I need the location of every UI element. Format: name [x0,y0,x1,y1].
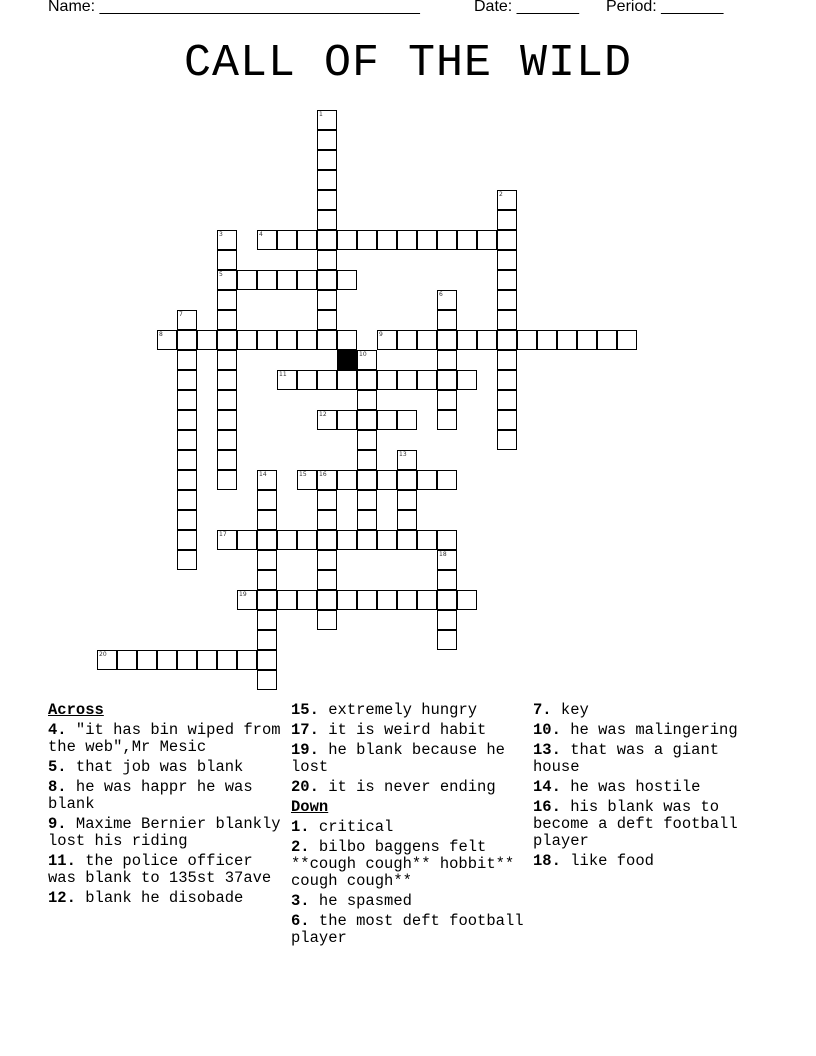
grid-cell[interactable] [197,650,217,670]
grid-cell[interactable] [297,370,317,390]
grid-cell[interactable] [437,570,457,590]
grid-cell[interactable] [377,590,397,610]
grid-cell[interactable] [317,510,337,530]
grid-cell[interactable] [437,350,457,370]
grid-cell[interactable] [177,350,197,370]
grid-cell[interactable] [397,330,417,350]
grid-cell[interactable] [177,490,197,510]
grid-cell[interactable] [397,590,417,610]
grid-cell[interactable] [597,330,617,350]
grid-cell[interactable] [357,370,377,390]
clue-number: 15 [299,471,307,478]
grid-cell[interactable] [217,250,237,270]
grid-cell[interactable] [317,550,337,570]
grid-cell[interactable] [437,390,457,410]
clue-number: 9 [379,331,383,338]
grid-cell[interactable] [317,610,337,630]
grid-cell[interactable] [497,290,517,310]
grid-cell[interactable] [217,350,237,370]
grid-cell[interactable] [497,430,517,450]
grid-cell[interactable] [297,230,317,250]
grid-cell[interactable] [477,330,497,350]
clue-across-8: 8. he was happr he was blank [48,778,253,813]
grid-cell[interactable] [257,490,277,510]
clue-number: 12 [319,411,327,418]
clue-number: 5 [219,271,223,278]
grid-cell[interactable] [317,270,337,290]
grid-cell[interactable] [437,590,457,610]
clue-number: 7 [179,311,183,318]
name-field[interactable]: Name: ____________________________________ [48,0,420,15]
across-heading: Across [48,701,104,719]
grid-cell[interactable] [157,650,177,670]
grid-cell[interactable] [257,590,277,610]
grid-cell[interactable] [257,570,277,590]
grid-cell[interactable] [417,370,437,390]
clue-down-13: 13. that was a giant house [533,741,720,776]
grid-cell[interactable] [297,270,317,290]
grid-cell[interactable] [317,370,337,390]
clue-across-9: 9. Maxime Bernier blankly lost his riding [48,815,281,850]
grid-cell[interactable] [457,230,477,250]
grid-cell[interactable] [437,310,457,330]
grid-cell[interactable] [277,270,297,290]
grid-cell[interactable] [337,470,357,490]
grid-cell[interactable] [437,470,457,490]
grid-cell[interactable] [237,270,257,290]
grid-cell[interactable] [257,630,277,650]
grid-cell[interactable] [217,310,237,330]
period-field[interactable]: Period: _______ [606,0,724,15]
grid-cell[interactable] [317,250,337,270]
clue-across-20: 20. it is never ending [291,778,496,796]
grid-cell[interactable] [217,370,237,390]
grid-cell[interactable] [217,470,237,490]
clue-number: 17 [219,531,227,538]
grid-cell[interactable] [257,670,277,690]
clue-number: 19 [239,591,247,598]
grid-cell[interactable] [397,410,417,430]
grid-cell[interactable] [317,590,337,610]
grid-cell[interactable] [237,530,257,550]
grid-cell[interactable] [277,590,297,610]
grid-cell[interactable] [497,390,517,410]
grid-cell[interactable] [317,310,337,330]
grid-cell[interactable] [417,230,437,250]
clue-number: 4 [259,231,263,238]
grid-cell[interactable] [337,410,357,430]
grid-cell[interactable] [337,590,357,610]
grid-cell[interactable] [497,350,517,370]
grid-cell[interactable] [397,370,417,390]
clue-across-12: 12. blank he disobade [48,889,244,907]
grid-cell[interactable] [437,330,457,350]
grid-cell[interactable] [497,370,517,390]
grid-cell[interactable] [617,330,637,350]
grid-cell[interactable] [437,370,457,390]
grid-cell[interactable] [137,650,157,670]
clue-number: 2 [499,191,503,198]
grid-cell[interactable] [297,590,317,610]
clue-number: 6 [439,291,443,298]
grid-cell[interactable] [357,590,377,610]
grid-cell[interactable] [437,410,457,430]
grid-cell[interactable] [397,530,417,550]
clue-down-2: 2. bilbo baggens felt **cough cough** hobbit** cough cough** [291,838,515,890]
clue-across-19: 19. he blank because he lost [291,741,505,776]
clue-number: 1 [319,111,323,118]
grid-cell[interactable] [477,230,497,250]
grid-cell[interactable] [317,490,337,510]
grid-cell[interactable] [497,330,517,350]
grid-cell[interactable] [337,370,357,390]
clues-column-2 [291,702,527,950]
clue-down-1: 1. critical [291,818,394,836]
grid-cell[interactable] [457,590,477,610]
grid-cell[interactable] [377,410,397,430]
grid-cell[interactable] [337,530,357,550]
clue-number: 10 [359,351,367,358]
grid-cell[interactable] [257,330,277,350]
grid-cell[interactable] [357,490,377,510]
grid-cell[interactable] [177,430,197,450]
grid-cell[interactable] [177,550,197,570]
grid-cell[interactable] [357,390,377,410]
clue-number: 18 [439,551,447,558]
grid-cell[interactable] [257,650,277,670]
grid-cell[interactable] [177,450,197,470]
grid-cell[interactable] [417,330,437,350]
down-heading: Down [291,798,329,816]
clue-down-6: 6. the most deft football player [291,912,524,947]
grid-cell[interactable] [577,330,597,350]
grid-cell[interactable] [357,530,377,550]
grid-cell[interactable] [177,390,197,410]
grid-cell[interactable] [357,410,377,430]
grid-cell[interactable] [357,470,377,490]
grid-cell[interactable] [317,210,337,230]
grid-cell[interactable] [317,330,337,350]
clue-number: 20 [99,651,107,658]
grid-cell[interactable] [457,330,477,350]
grid-cell[interactable] [397,470,417,490]
grid-cell[interactable] [237,330,257,350]
clue-number: 14 [259,471,267,478]
grid-cell[interactable] [497,210,517,230]
clue-down-18: 18. like food [533,852,654,870]
grid-cell[interactable] [177,410,197,430]
grid-cell[interactable] [277,330,297,350]
grid-cell[interactable] [497,230,517,250]
grid-cell[interactable] [177,370,197,390]
clues-column-3 [533,702,773,873]
grid-cell[interactable] [177,470,197,490]
grid-cell[interactable] [357,430,377,450]
grid-cell[interactable] [317,290,337,310]
clue-down-16: 16. his blank was to become a deft football player [533,798,738,850]
grid-cell[interactable] [257,550,277,570]
clue-across-11: 11. the police officer was blank to 135st 37ave [48,852,272,887]
grid-cell[interactable] [417,530,437,550]
grid-cell[interactable] [397,230,417,250]
grid-cell[interactable] [177,530,197,550]
grid-cell[interactable] [217,330,237,350]
grid-cell[interactable] [317,130,337,150]
grid-cell[interactable] [117,650,137,670]
grid-cell[interactable] [437,530,457,550]
grid-cell[interactable] [177,330,197,350]
grid-cell[interactable] [317,570,337,590]
grid-cell[interactable] [217,450,237,470]
grid-cell[interactable] [337,230,357,250]
grid-cell[interactable] [177,650,197,670]
grid-cell[interactable] [277,230,297,250]
clue-across-4: 4. "it has bin wiped from the web",Mr Mesic [48,721,281,756]
grid-cell[interactable] [257,530,277,550]
black-cell [337,350,357,370]
clue-number: 16 [319,471,327,478]
clue-across-5: 5. that job was blank [48,758,244,776]
clue-down-3: 3. he spasmed [291,892,412,910]
grid-cell[interactable] [317,190,337,210]
grid-cell[interactable] [497,410,517,430]
grid-cell[interactable] [277,530,297,550]
grid-cell[interactable] [377,230,397,250]
grid-cell[interactable] [177,510,197,530]
grid-cell[interactable] [557,330,577,350]
grid-cell[interactable] [337,270,357,290]
clue-down-14: 14. he was hostile [533,778,701,796]
grid-cell[interactable] [317,170,337,190]
clue-number: 11 [279,371,287,378]
grid-cell[interactable] [437,230,457,250]
grid-cell[interactable] [417,470,437,490]
grid-cell[interactable] [237,650,257,670]
clues-column-1 [48,702,284,910]
grid-cell[interactable] [357,230,377,250]
grid-cell[interactable] [317,230,337,250]
grid-cell[interactable] [377,370,397,390]
grid-cell[interactable] [297,330,317,350]
date-field[interactable]: Date: _______ [474,0,579,15]
clue-number: 13 [399,451,407,458]
grid-cell[interactable] [217,430,237,450]
grid-cell[interactable] [217,410,237,430]
grid-cell[interactable] [297,530,317,550]
grid-cell[interactable] [257,610,277,630]
grid-cell[interactable] [397,490,417,510]
grid-cell[interactable] [217,290,237,310]
grid-cell[interactable] [317,150,337,170]
grid-cell[interactable] [497,310,517,330]
grid-cell[interactable] [437,630,457,650]
grid-cell[interactable] [357,510,377,530]
clue-down-7: 7. key [533,701,589,719]
clue-number: 3 [219,231,223,238]
grid-cell[interactable] [437,610,457,630]
grid-cell[interactable] [377,470,397,490]
clue-down-10: 10. he was malingering [533,721,738,739]
grid-cell[interactable] [497,250,517,270]
grid-cell[interactable] [357,450,377,470]
page-title: CALL OF THE WILD [183,38,633,89]
grid-cell[interactable] [317,530,337,550]
grid-cell[interactable] [217,650,237,670]
grid-cell[interactable] [457,370,477,390]
grid-cell[interactable] [377,530,397,550]
grid-cell[interactable] [257,510,277,530]
grid-cell[interactable] [397,510,417,530]
clue-number: 8 [159,331,163,338]
grid-cell[interactable] [257,270,277,290]
clue-across-15: 15. extremely hungry [291,701,478,719]
grid-cell[interactable] [197,330,217,350]
clue-across-17: 17. it is weird habit [291,721,487,739]
grid-cell[interactable] [517,330,537,350]
grid-cell[interactable] [497,270,517,290]
grid-cell[interactable] [337,330,357,350]
grid-cell[interactable] [417,590,437,610]
grid-cell[interactable] [217,390,237,410]
grid-cell[interactable] [537,330,557,350]
